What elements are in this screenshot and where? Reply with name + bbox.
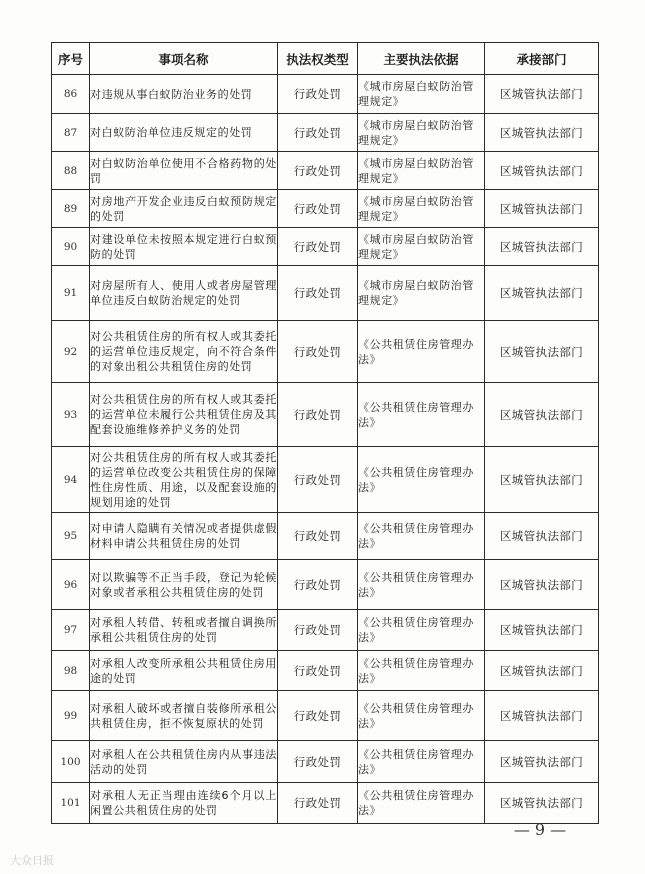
- row-number-cell: 87: [52, 114, 90, 152]
- item-name-cell: 对承租人转借、转租或者擅自调换所承租公共租赁住房的处罚: [90, 610, 278, 651]
- department-cell: 区城管执法部门: [485, 651, 599, 691]
- department-cell: 区城管执法部门: [485, 513, 599, 560]
- row-number-cell: 97: [52, 610, 90, 651]
- department-cell: 区城管执法部门: [485, 190, 599, 228]
- enforcement-items-table: [51, 42, 599, 824]
- legal-basis-cell: 《公共租赁住房管理办法》: [358, 560, 485, 610]
- row-number-cell: 98: [52, 651, 90, 691]
- legal-basis-cell: 《城市房屋白蚁防治管理规定》: [358, 228, 485, 266]
- item-name-cell: 对白蚁防治单位使用不合格药物的处罚: [90, 152, 278, 190]
- department-cell: 区城管执法部门: [485, 783, 599, 824]
- legal-basis-cell: 《公共租赁住房管理办法》: [358, 651, 485, 691]
- table-row: [52, 513, 599, 560]
- legal-basis-cell: 《公共租赁住房管理办法》: [358, 610, 485, 651]
- row-number-cell: 93: [52, 383, 90, 447]
- legal-basis-cell: 《公共租赁住房管理办法》: [358, 513, 485, 560]
- page-number: — 9 —: [513, 820, 567, 839]
- table-row: [52, 691, 599, 741]
- legal-basis-cell: 《公共租赁住房管理办法》: [358, 783, 485, 824]
- header-no: 序号: [52, 43, 90, 75]
- watermark-logo: [10, 852, 54, 868]
- item-name-cell: 对违规从事白蚁防治业务的处罚: [90, 75, 278, 114]
- legal-basis-cell: 《城市房屋白蚁防治管理规定》: [358, 75, 485, 114]
- legal-basis-cell: 《公共租赁住房管理办法》: [358, 691, 485, 741]
- item-name-cell: 对承租人无正当理由连续6个月以上闲置公共租赁住房的处罚: [90, 783, 278, 824]
- item-name-cell: 对申请人隐瞒有关情况或者提供虚假材料申请公共租赁住房的处罚: [90, 513, 278, 560]
- item-name-cell: 对公共租赁住房的所有权人或其委托的运营单位未履行公共租赁住房及其配套设施维修养护义务的处罚: [90, 383, 278, 447]
- power-type-cell: 行政处罚: [278, 651, 358, 691]
- power-type-cell: 行政处罚: [278, 741, 358, 783]
- legal-basis-cell: 《公共租赁住房管理办法》: [358, 383, 485, 447]
- item-name-cell: 对公共租赁住房的所有权人或其委托的运营单位改变公共租赁住房的保障性住房性质、用途，以及配套设施的规划用途的处罚: [90, 447, 278, 513]
- row-number-cell: 91: [52, 266, 90, 321]
- row-number-cell: 90: [52, 228, 90, 266]
- item-name-cell: 对房地产开发企业违反白蚁预防规定的处罚: [90, 190, 278, 228]
- power-type-cell: 行政处罚: [278, 513, 358, 560]
- power-type-cell: 行政处罚: [278, 190, 358, 228]
- power-type-cell: 行政处罚: [278, 783, 358, 824]
- power-type-cell: 行政处罚: [278, 152, 358, 190]
- department-cell: 区城管执法部门: [485, 691, 599, 741]
- item-name-cell: 对以欺骗等不正当手段，登记为轮候对象或者承租公共租赁住房的处罚: [90, 560, 278, 610]
- department-cell: 区城管执法部门: [485, 321, 599, 383]
- row-number-cell: 86: [52, 75, 90, 114]
- row-number-cell: 92: [52, 321, 90, 383]
- department-cell: 区城管执法部门: [485, 447, 599, 513]
- header-legal-basis: 主要执法依据: [358, 43, 485, 75]
- row-number-cell: 96: [52, 560, 90, 610]
- row-number-cell: 101: [52, 783, 90, 824]
- item-name-cell: 对承租人在公共租赁住房内从事违法活动的处罚: [90, 741, 278, 783]
- legal-basis-cell: 《城市房屋白蚁防治管理规定》: [358, 266, 485, 321]
- item-name-cell: 对建设单位未按照本规定进行白蚁预防的处罚: [90, 228, 278, 266]
- power-type-cell: 行政处罚: [278, 560, 358, 610]
- table-row: [52, 321, 599, 383]
- legal-basis-cell: 《公共租赁住房管理办法》: [358, 741, 485, 783]
- row-number-cell: 89: [52, 190, 90, 228]
- power-type-cell: 行政处罚: [278, 266, 358, 321]
- item-name-cell: 对房屋所有人、使用人或者房屋管理单位违反白蚁防治规定的处罚: [90, 266, 278, 321]
- power-type-cell: 行政处罚: [278, 321, 358, 383]
- department-cell: 区城管执法部门: [485, 610, 599, 651]
- power-type-cell: 行政处罚: [278, 383, 358, 447]
- header-item-name: 事项名称: [90, 43, 278, 75]
- item-name-cell: 对承租人破坏或者擅自装修所承租公共租赁住房，拒不恢复原状的处罚: [90, 691, 278, 741]
- legal-basis-cell: 《公共租赁住房管理办法》: [358, 447, 485, 513]
- department-cell: 区城管执法部门: [485, 560, 599, 610]
- department-cell: 区城管执法部门: [485, 75, 599, 114]
- table-row: [52, 447, 599, 513]
- department-cell: 区城管执法部门: [485, 152, 599, 190]
- table-row: [52, 266, 599, 321]
- table-row: [52, 651, 599, 691]
- row-number-cell: 94: [52, 447, 90, 513]
- row-number-cell: 100: [52, 741, 90, 783]
- power-type-cell: 行政处罚: [278, 228, 358, 266]
- row-number-cell: 88: [52, 152, 90, 190]
- table-row: [52, 383, 599, 447]
- item-name-cell: 对承租人改变所承租公共租赁住房用途的处罚: [90, 651, 278, 691]
- department-cell: 区城管执法部门: [485, 114, 599, 152]
- power-type-cell: 行政处罚: [278, 691, 358, 741]
- legal-basis-cell: 《城市房屋白蚁防治管理规定》: [358, 190, 485, 228]
- table-row: [52, 741, 599, 783]
- legal-basis-cell: 《城市房屋白蚁防治管理规定》: [358, 114, 485, 152]
- power-type-cell: 行政处罚: [278, 114, 358, 152]
- department-cell: 区城管执法部门: [485, 741, 599, 783]
- table-row: [52, 610, 599, 651]
- table-row: [52, 114, 599, 152]
- power-type-cell: 行政处罚: [278, 447, 358, 513]
- item-name-cell: 对白蚁防治单位违反规定的处罚: [90, 114, 278, 152]
- header-department: 承接部门: [485, 43, 599, 75]
- department-cell: 区城管执法部门: [485, 266, 599, 321]
- table-row: [52, 75, 599, 114]
- department-cell: 区城管执法部门: [485, 228, 599, 266]
- table-row: [52, 783, 599, 824]
- power-type-cell: 行政处罚: [278, 75, 358, 114]
- row-number-cell: 95: [52, 513, 90, 560]
- watermark-text: 大众日报: [10, 854, 54, 867]
- header-power-type: 执法权类型: [278, 43, 358, 75]
- table-row: [52, 228, 599, 266]
- table-row: [52, 152, 599, 190]
- legal-basis-cell: 《公共租赁住房管理办法》: [358, 321, 485, 383]
- department-cell: 区城管执法部门: [485, 383, 599, 447]
- item-name-cell: 对公共租赁住房的所有权人或其委托的运营单位违反规定，向不符合条件的对象出租公共租赁住房的处罚: [90, 321, 278, 383]
- power-type-cell: 行政处罚: [278, 610, 358, 651]
- table-row: [52, 190, 599, 228]
- legal-basis-cell: 《城市房屋白蚁防治管理规定》: [358, 152, 485, 190]
- table-header-row: [52, 43, 599, 75]
- row-number-cell: 99: [52, 691, 90, 741]
- table-row: [52, 560, 599, 610]
